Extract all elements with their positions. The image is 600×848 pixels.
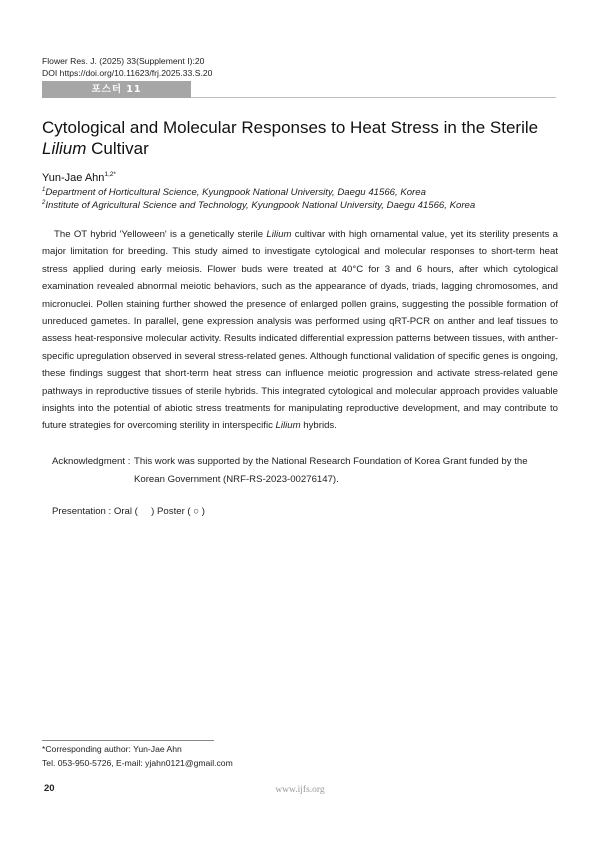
abstract-body bbox=[42, 226, 558, 435]
corresponding-author: *Corresponding author: Yun-Jae Ahn bbox=[42, 744, 182, 754]
presentation-type: Presentation : Oral ( ) Poster ( ○ ) bbox=[52, 506, 205, 517]
affiliation-2 bbox=[42, 200, 475, 211]
paper-title bbox=[42, 117, 562, 159]
abstract-part-2: cultivar with high ornamental value, yet its sterility presents a major limitation for breeding. This study aimed to investigate cytological and molecular responses to short-term heat stress applied during early meiosis. Flower buds were treated at 40°C for 3 and 6 hours, after which cytological examination revealed abnormal meiotic behaviors, such as the appearance of dyads, triads, lagging chromosomes, and micronuclei. Pollen staining further showed the presence of enlarged pollen grains, suggesting the possible formation of unreduced gametes. In parallel, gene expression analysis was performed using qRT-PCR on anther and leaf tissues to assess heat-responsive molecular activity. Results indicated differential expression patterns between tissues, with anther-specific upregulation observed in several stress-related genes. Although functional validation of specific genes is ongoing, these findings suggest that short-term heat stress can influence meiotic progression and activate stress-related gene pathways in reproductive tissues of sterile hybrids. This integrated cytological and molecular approach provides valuable insights into the potential of abiotic stress treatments for manipulating reproductive development, and may contribute to future strategies for overcoming sterility in interspecific bbox=[42, 229, 558, 432]
affiliation-1-text: Department of Horticultural Science, Kyungpook National University, Daegu 41566, Korea bbox=[45, 187, 426, 198]
doi-line: DOI https://doi.org/10.11623/frj.2025.33.S.20 bbox=[42, 68, 213, 78]
abstract-part-3: hybrids. bbox=[300, 420, 337, 432]
title-genus: Lilium bbox=[42, 139, 87, 158]
section-band bbox=[42, 81, 191, 98]
affiliation-2-mark: 2 bbox=[42, 200, 46, 206]
footnote-divider bbox=[42, 740, 214, 741]
title-rest: Cultivar bbox=[86, 139, 149, 158]
affiliation-1 bbox=[42, 187, 426, 198]
abstract-italic-2: Lilium bbox=[275, 420, 301, 432]
page-number: 20 bbox=[44, 783, 55, 794]
author-marks: 1,2* bbox=[104, 171, 116, 178]
author-line bbox=[42, 171, 116, 184]
affiliation-1-mark: 1 bbox=[42, 187, 46, 193]
section-divider bbox=[191, 97, 556, 98]
acknowledgment-text: This work was supported by the National Research Foundation of Korea Grant funded by the Korean Government (NRF-RS-2023-00276147). bbox=[134, 456, 528, 485]
journal-citation: Flower Res. J. (2025) 33(Supplement I):20 bbox=[42, 56, 205, 66]
website-footer: www.ijfs.org bbox=[275, 785, 325, 795]
journal-header bbox=[42, 55, 212, 79]
acknowledgment-label: Acknowledgment : bbox=[52, 456, 131, 467]
title-main: Cytological and Molecular Responses to Heat Stress in the Sterile bbox=[42, 118, 539, 137]
contact-info: Tel. 053-950-5726, E-mail: yjahn0121@gmail.com bbox=[42, 758, 233, 768]
section-label: 포스터 11 bbox=[91, 84, 142, 95]
abstract-italic-1: Lilium bbox=[266, 229, 292, 240]
author-name: Yun-Jae Ahn bbox=[42, 172, 105, 184]
abstract-part-1: The OT hybrid 'Yelloween' is a genetically sterile bbox=[54, 229, 267, 240]
affiliation-2-text: Institute of Agricultural Science and Technology, Kyungpook National University, Daegu 41566, Korea bbox=[45, 200, 476, 211]
